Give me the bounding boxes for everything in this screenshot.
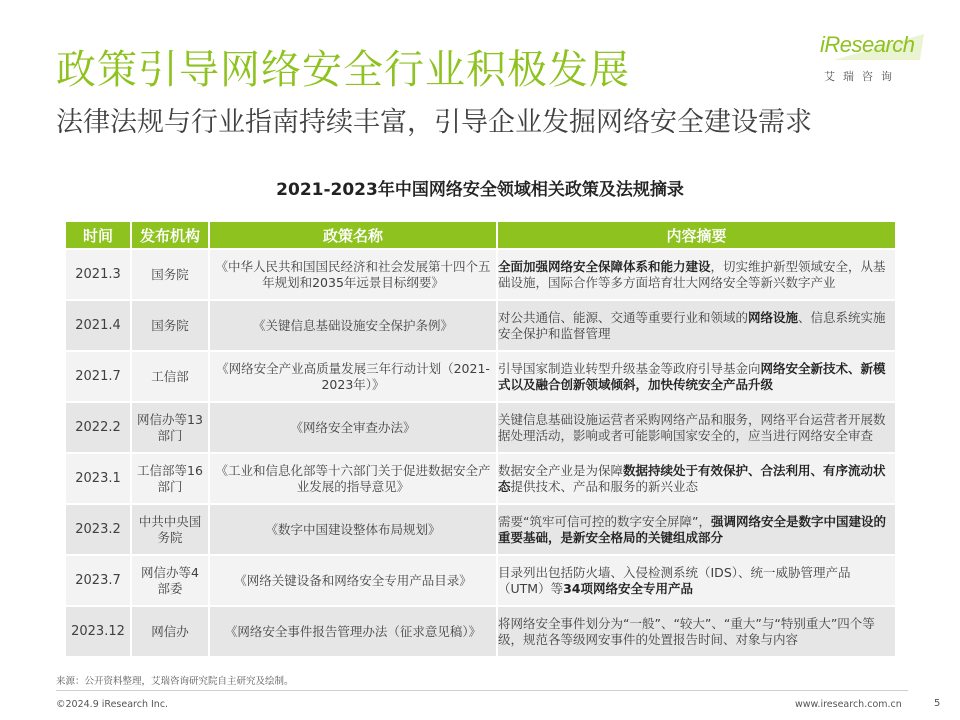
cell-policy: 《数字中国建设整体布局规划》 — [210, 503, 498, 554]
col-header-agency: 发布机构 — [132, 222, 210, 248]
policy-table — [66, 222, 895, 656]
logo-chinese-name: 艾瑞咨询 — [824, 70, 900, 83]
website-url: www.iresearch.com.cn — [795, 699, 902, 710]
cell-agency: 网信办 — [132, 605, 210, 656]
page-title: 政策引导网络安全行业积极发展 — [56, 47, 630, 93]
summary-text: 引导国家制造业转型升级基金等政府引导基金向 — [498, 360, 761, 376]
cell-agency: 网信办等13部门 — [132, 401, 210, 452]
table-title: 2021-2023年中国网络安全领域相关政策及法规摘录 — [276, 180, 684, 200]
summary-text: 提供技术、产品和服务的新兴业态 — [510, 478, 699, 494]
cell-date: 2021.7 — [66, 350, 132, 401]
cell-date: 2023.7 — [66, 554, 132, 605]
summary-highlight: 网络安全新技术、新模式以及融合创新领域倾斜，加快传统安全产品升级 — [498, 360, 886, 392]
summary-highlight: 全面加强网络安全保障体系和能力建设 — [498, 258, 711, 274]
cell-date: 2023.1 — [66, 452, 132, 503]
cell-summary — [498, 350, 895, 401]
col-header-summary: 内容摘要 — [498, 222, 895, 248]
cell-policy: 《关键信息基础设施安全保护条例》 — [210, 299, 498, 350]
cell-summary — [498, 299, 895, 350]
source-note: 来源：公开资料整理，艾瑞咨询研究院自主研究及绘制。 — [56, 676, 294, 687]
table-row — [66, 605, 895, 656]
cell-policy: 《网络安全产业高质量发展三年行动计划（2021-2023年）》 — [210, 350, 498, 401]
table-row — [66, 299, 895, 350]
cell-policy: 《网络关键设备和网络安全专用产品目录》 — [210, 554, 498, 605]
table-row — [66, 503, 895, 554]
footer-divider — [56, 690, 908, 691]
cell-summary — [498, 503, 895, 554]
summary-text: 关键信息基础设施运营者采购网络产品和服务，网络平台运营者开展数据处理活动，影响或者可能影响国家安全的，应当进行网络安全审查 — [498, 411, 886, 443]
summary-highlight: 网络设施 — [748, 309, 799, 325]
table-header-row — [66, 222, 895, 248]
table-row — [66, 350, 895, 401]
cell-agency: 工信部等16部门 — [132, 452, 210, 503]
summary-text: 、信息系统实施安全保护和监督管理 — [498, 309, 886, 341]
logo-wordmark: iResearch — [820, 32, 915, 57]
cell-agency: 中共中央国务院 — [132, 503, 210, 554]
table-row — [66, 452, 895, 503]
cell-policy: 《工业和信息化部等十六部门关于促进数据安全产业发展的指导意见》 — [210, 452, 498, 503]
cell-agency: 工信部 — [132, 350, 210, 401]
summary-highlight: 数据持续处于有效保护、合法利用、有序流动状态 — [498, 462, 886, 494]
cell-date: 2021.3 — [66, 248, 132, 299]
cell-date: 2022.2 — [66, 401, 132, 452]
cell-date: 2023.2 — [66, 503, 132, 554]
cell-summary — [498, 248, 895, 299]
summary-text: 数据安全产业是为保障 — [498, 462, 624, 478]
cell-policy: 《中华人民共和国国民经济和社会发展第十四个五年规划和2035年远景目标纲要》 — [210, 248, 498, 299]
cell-date: 2023.12 — [66, 605, 132, 656]
cell-agency: 国务院 — [132, 248, 210, 299]
summary-highlight: 34项网络安全专用产品 — [563, 580, 693, 596]
table-row — [66, 401, 895, 452]
cell-date: 2021.4 — [66, 299, 132, 350]
iresearch-logo — [820, 30, 930, 90]
page-subtitle: 法律法规与行业指南持续丰富，引导企业发掘网络安全建设需求 — [56, 107, 812, 138]
cell-policy: 《网络安全审查办法》 — [210, 401, 498, 452]
table-row — [66, 248, 895, 299]
summary-text: ，切实维护新型领域安全，从基础设施，国际合作等多方面培育壮大网络安全等新兴数字产业 — [498, 258, 886, 290]
cell-policy: 《网络安全事件报告管理办法（征求意见稿）》 — [210, 605, 498, 656]
cell-agency: 网信办等4部委 — [132, 554, 210, 605]
cell-summary — [498, 401, 895, 452]
col-header-date: 时间 — [66, 222, 132, 248]
summary-text: 目录列出包括防火墙、入侵检测系统（IDS）、统一威胁管理产品（UTM）等 — [498, 564, 851, 596]
summary-text: 将网络安全事件划分为“一般”、“较大”、“重大”与“特别重大”四个等级，规范各等级网安事件的处置报告时间、对象与内容 — [498, 615, 875, 647]
summary-highlight: 强调网络安全是数字中国建设的重要基础，是新安全格局的关键组成部分 — [498, 513, 886, 545]
table-body — [66, 248, 895, 656]
summary-text: 需要“筑牢可信可控的数字安全屏障”， — [498, 513, 711, 529]
cell-summary — [498, 452, 895, 503]
summary-text: 对公共通信、能源、交通等重要行业和领域的 — [498, 309, 749, 325]
table-row — [66, 554, 895, 605]
copyright: ©2024.9 iResearch Inc. — [56, 699, 169, 710]
cell-agency: 国务院 — [132, 299, 210, 350]
col-header-policy: 政策名称 — [210, 222, 498, 248]
cell-summary — [498, 554, 895, 605]
page-number: 5 — [934, 698, 941, 709]
cell-summary — [498, 605, 895, 656]
